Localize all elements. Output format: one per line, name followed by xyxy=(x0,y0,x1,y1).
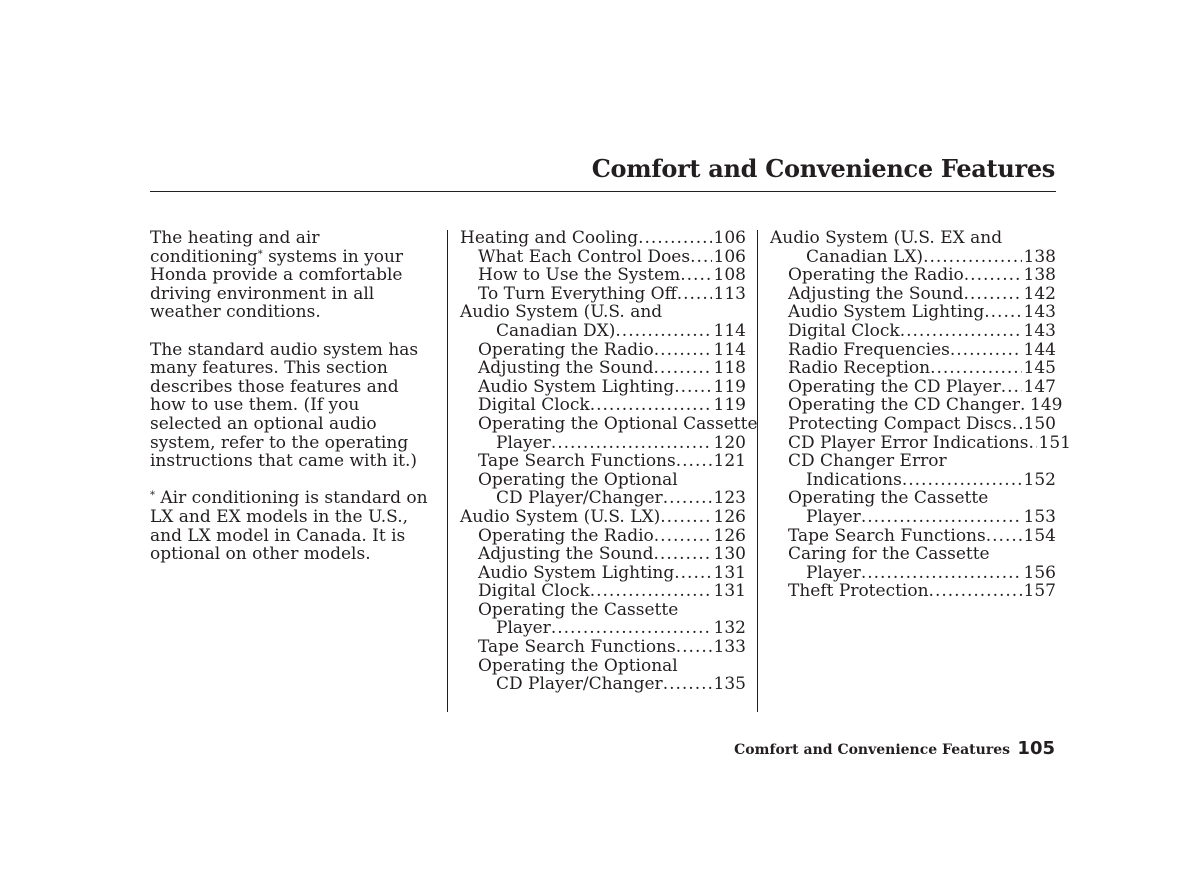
toc-entry-page: 135 xyxy=(713,674,746,695)
toc-entry-label: CD Player/Changer xyxy=(496,674,663,695)
toc-entry-label: Heating and Cooling xyxy=(460,228,639,248)
intro-paragraph-1 xyxy=(150,229,435,322)
toc-entry-page: 106 xyxy=(713,228,746,248)
toc-entry[interactable] xyxy=(770,564,1056,583)
toc-entry[interactable] xyxy=(460,527,746,546)
page-number: 105 xyxy=(1017,738,1055,759)
toc-leader-dots xyxy=(1012,415,1022,434)
toc-entry[interactable] xyxy=(770,527,1056,546)
toc-entry[interactable] xyxy=(460,341,746,360)
toc-entry-label: What Each Control Does xyxy=(478,246,691,267)
toc-entry-page: 138 xyxy=(1023,246,1056,267)
toc-entry-label: Audio System (U.S. LX) xyxy=(460,506,661,527)
toc-leader-dots xyxy=(861,564,1022,583)
toc-entry[interactable] xyxy=(460,434,746,453)
toc-entry-label: Radio Frequencies xyxy=(788,339,950,360)
toc-leader-dots xyxy=(590,396,712,415)
toc-entry[interactable] xyxy=(460,396,746,415)
toc-entry-label: Radio Reception xyxy=(788,358,931,379)
toc-entry-label: Digital Clock xyxy=(788,320,900,341)
toc-entry-label: Player xyxy=(806,562,861,583)
toc-entry[interactable] xyxy=(770,285,1056,304)
toc-entry-page: 154 xyxy=(1023,525,1056,546)
toc-entry-label: Operating the Optional Cassette xyxy=(478,413,758,434)
toc-leader-dots xyxy=(590,582,712,601)
toc-entry[interactable] xyxy=(460,675,746,694)
toc-leader-dots xyxy=(861,508,1022,527)
toc-entry[interactable] xyxy=(460,545,746,564)
toc-entry-page: 150 xyxy=(1023,413,1056,434)
toc-entry-label: Operating the Cassette xyxy=(478,599,679,620)
toc-entry[interactable] xyxy=(460,378,746,397)
intro-paragraph-2: The standard audio system has many features. This section describes those features and how to use them. (If you selected an optional audio system, refer to the operating instructions that came with it.) xyxy=(150,339,419,472)
toc-entry-page: 121 xyxy=(713,451,746,472)
toc-entry-label: Player xyxy=(496,432,551,453)
toc-leader-dots xyxy=(1001,378,1022,397)
toc-entry[interactable] xyxy=(770,508,1056,527)
toc-entry[interactable] xyxy=(460,489,746,508)
toc-entry-label: Operating the Cassette xyxy=(788,488,989,509)
toc-leader-dots xyxy=(930,359,1021,378)
toc-entry-label: Tape Search Functions xyxy=(478,451,676,472)
footnote xyxy=(150,489,435,563)
page-title: Comfort and Convenience Features xyxy=(591,154,1055,183)
toc-entry-page: 147 xyxy=(1023,376,1056,397)
toc-entry[interactable] xyxy=(770,322,1056,341)
toc-entry[interactable] xyxy=(460,564,746,583)
toc-entry-page: 143 xyxy=(1023,302,1056,323)
toc-entry-page: 145 xyxy=(1023,358,1056,379)
toc-leader-dots xyxy=(986,527,1022,546)
intro-text xyxy=(150,229,435,582)
toc-leader-dots xyxy=(690,248,711,267)
toc-entry-page: 133 xyxy=(713,637,746,658)
toc-leader-dots xyxy=(680,266,711,285)
toc-leader-dots xyxy=(654,341,712,360)
toc-entry[interactable] xyxy=(460,619,746,638)
toc-entry-label: Tape Search Functions xyxy=(478,637,676,658)
toc-leader-dots xyxy=(984,303,1021,322)
intro-p1-text: The heating and air conditioning xyxy=(150,228,320,267)
toc-entry-label: Adjusting the Sound xyxy=(478,358,654,379)
intro-p1-rest: systems in your Honda provide a comfortable driving environment in all weather conditions. xyxy=(150,246,404,323)
toc-entry-label: Indications xyxy=(806,469,902,490)
toc-entry-label: Audio System Lighting xyxy=(788,302,985,323)
toc-entry-label: Operating the CD Player xyxy=(788,376,1001,397)
toc-leader-dots xyxy=(551,434,712,453)
toc-entry[interactable] xyxy=(770,395,1063,416)
toc-entry-page: 144 xyxy=(1023,339,1056,360)
toc-entry-label: Operating the Optional xyxy=(478,469,678,490)
toc-leader-dots xyxy=(654,527,712,546)
toc-entry-label: CD Changer Error xyxy=(788,451,947,472)
toc-entry[interactable] xyxy=(770,415,1056,434)
toc-leader-dots xyxy=(900,322,1022,341)
toc-entry-label: Adjusting the Sound xyxy=(788,283,964,304)
toc-entry-page: 151 xyxy=(1038,432,1071,453)
toc-entry-page: 138 xyxy=(1023,265,1056,286)
footnote-text: Air conditioning is standard on LX and EX models in the U.S., and LX model in Canada. It is optional on other models. xyxy=(150,488,428,565)
toc-entry-page: 126 xyxy=(713,525,746,546)
toc-entry-label: Digital Clock xyxy=(478,581,590,602)
toc-entry-page: 123 xyxy=(713,488,746,509)
toc-entry[interactable] xyxy=(460,266,746,285)
toc-entry-label: Player xyxy=(496,618,551,639)
toc-entry-page: 118 xyxy=(713,358,746,379)
toc-entry[interactable] xyxy=(770,229,1056,248)
toc-leader-dots xyxy=(964,285,1022,304)
toc-entry-label: CD Player Error Indications xyxy=(788,432,1029,453)
toc-entry-label: Canadian LX) xyxy=(806,246,924,267)
toc-entry[interactable] xyxy=(770,359,1056,378)
toc-entry[interactable] xyxy=(770,545,1056,564)
toc-entry-page: 126 xyxy=(713,506,746,527)
toc-entry[interactable] xyxy=(460,582,746,601)
toc-entry-page: 119 xyxy=(713,395,746,416)
toc-entry-label: Operating the Radio xyxy=(788,265,964,286)
toc-entry-page: 114 xyxy=(713,339,746,360)
toc-leader-dots xyxy=(638,229,711,248)
toc-leader-dots xyxy=(1020,396,1028,415)
toc-entry-label: Audio System (U.S. EX and xyxy=(770,228,1003,248)
toc-leader-dots xyxy=(615,322,711,341)
toc-entry-page: 131 xyxy=(713,581,746,602)
column-divider-2 xyxy=(757,230,758,712)
toc-entry[interactable] xyxy=(460,638,746,657)
toc-entry-page: 106 xyxy=(713,246,746,267)
toc-leader-dots xyxy=(964,266,1022,285)
footnote-asterisk: * xyxy=(150,490,155,502)
toc-entry[interactable] xyxy=(460,285,746,304)
toc-entry-page: 132 xyxy=(713,618,746,639)
toc-entry-label: Operating the CD Changer xyxy=(788,395,1021,416)
column-divider-1 xyxy=(447,230,448,712)
toc-entry[interactable] xyxy=(770,582,1056,601)
toc-entry-page: 114 xyxy=(713,320,746,341)
toc-entry-page: 153 xyxy=(1023,506,1056,527)
toc-entry[interactable] xyxy=(770,489,1056,508)
toc-entry[interactable] xyxy=(770,341,1056,360)
toc-entry-page: 143 xyxy=(1023,320,1056,341)
toc-entry-page: 120 xyxy=(713,432,746,453)
toc-entry[interactable] xyxy=(770,266,1056,285)
toc-entry-page: 156 xyxy=(1023,562,1056,583)
toc-leader-dots xyxy=(663,675,712,694)
toc-entry-page: 152 xyxy=(1023,469,1056,490)
footer-section-title: Comfort and Convenience Features xyxy=(734,742,1010,758)
toc-entry[interactable] xyxy=(770,248,1056,267)
toc-leader-dots xyxy=(923,248,1021,267)
toc-leader-dots xyxy=(1029,434,1037,453)
toc-entry-page: 108 xyxy=(713,265,746,286)
toc-leader-dots xyxy=(677,285,712,304)
toc-column-2 xyxy=(770,228,1071,602)
toc-leader-dots xyxy=(663,489,712,508)
toc-entry-label: Operating the Radio xyxy=(478,525,654,546)
toc-entry-label: Operating the Optional xyxy=(478,655,678,676)
toc-entry[interactable] xyxy=(770,378,1056,397)
toc-leader-dots xyxy=(929,582,1022,601)
toc-entry[interactable] xyxy=(460,471,746,490)
toc-entry[interactable] xyxy=(460,452,746,471)
toc-entry-label: Tape Search Functions xyxy=(788,525,986,546)
toc-entry-label: Theft Protection xyxy=(788,581,929,602)
toc-leader-dots xyxy=(676,638,712,657)
toc-entry-label: Adjusting the Sound xyxy=(478,544,654,565)
toc-entry-page: 149 xyxy=(1030,395,1063,416)
toc-entry-label: Player xyxy=(806,506,861,527)
toc-entry[interactable] xyxy=(460,657,746,676)
toc-entry-page: 131 xyxy=(713,562,746,583)
toc-leader-dots xyxy=(676,452,712,471)
toc-entry-label: CD Player/Changer xyxy=(496,488,663,509)
toc-entry-label: Audio System Lighting xyxy=(478,562,675,583)
toc-column-1 xyxy=(460,228,758,695)
toc-entry-label: Protecting Compact Discs xyxy=(788,413,1012,434)
toc-entry-label: Canadian DX) xyxy=(496,320,616,341)
toc-entry[interactable] xyxy=(460,322,746,341)
toc-leader-dots xyxy=(674,378,711,397)
asterisk-footnote-mark: * xyxy=(257,248,263,260)
toc-entry[interactable] xyxy=(770,471,1056,490)
toc-entry-label: Operating the Radio xyxy=(478,339,654,360)
toc-leader-dots xyxy=(950,341,1022,360)
toc-entry-label: How to Use the System xyxy=(478,265,681,286)
toc-entry[interactable] xyxy=(460,601,746,620)
toc-entry-label: Digital Clock xyxy=(478,395,590,416)
toc-leader-dots xyxy=(674,564,711,583)
toc-entry[interactable] xyxy=(770,432,1071,453)
toc-entry[interactable] xyxy=(460,359,746,378)
toc-entry[interactable] xyxy=(770,303,1056,322)
toc-entry-page: 157 xyxy=(1023,581,1056,602)
toc-leader-dots xyxy=(551,619,712,638)
toc-entry[interactable] xyxy=(770,452,1056,471)
toc-entry-page: 119 xyxy=(713,376,746,397)
toc-entry[interactable] xyxy=(460,508,746,527)
toc-entry[interactable] xyxy=(460,229,746,248)
title-rule xyxy=(150,191,1056,192)
toc-leader-dots xyxy=(654,359,712,378)
toc-leader-dots xyxy=(902,471,1022,490)
toc-entry-label: Audio System (U.S. and xyxy=(460,302,663,323)
toc-entry[interactable] xyxy=(460,248,746,267)
toc-leader-dots xyxy=(660,508,711,527)
toc-leader-dots xyxy=(654,545,712,564)
toc-entry-label: Audio System Lighting xyxy=(478,376,675,397)
toc-entry-label: To Turn Everything Off xyxy=(478,283,677,304)
toc-entry-label: Caring for the Cassette xyxy=(788,544,990,565)
toc-entry[interactable] xyxy=(460,303,746,322)
toc-entry[interactable] xyxy=(460,413,758,434)
toc-entry-page: 130 xyxy=(713,544,746,565)
toc-entry-page: 142 xyxy=(1023,283,1056,304)
toc-entry-page: 113 xyxy=(713,283,746,304)
